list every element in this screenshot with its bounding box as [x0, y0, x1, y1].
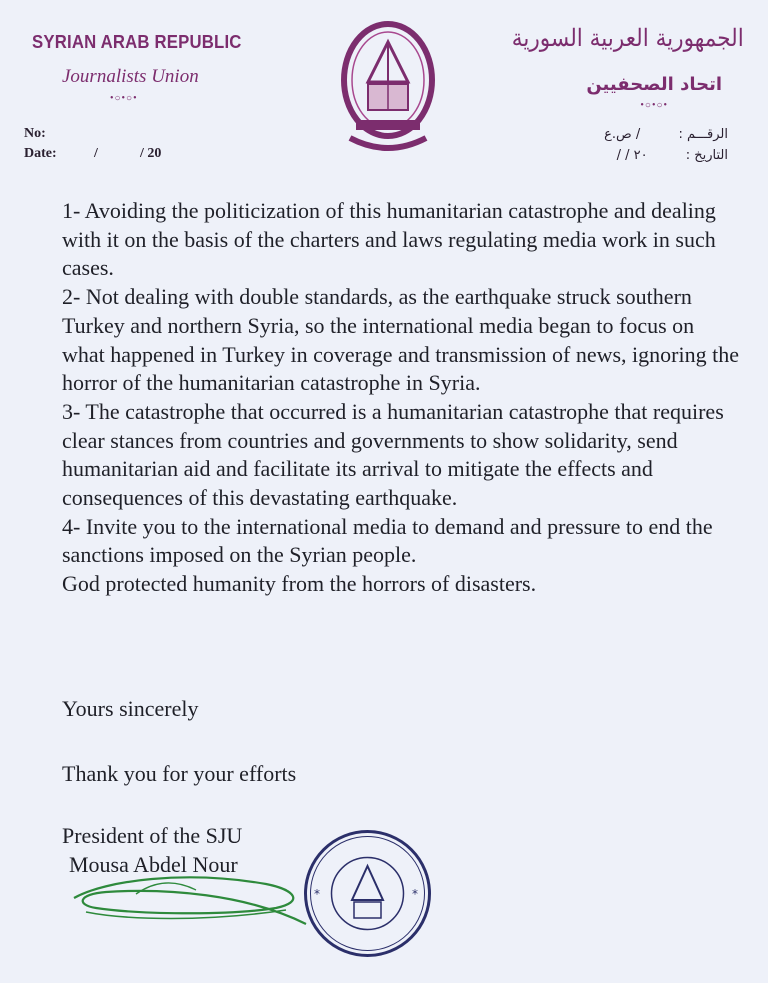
date-label: Date:: [24, 146, 57, 161]
reference-fields-english: [24, 124, 224, 164]
arabic-date-value: ٢٠ / /: [616, 148, 648, 163]
union-emblem-icon: [338, 20, 438, 162]
point-2: 2- Not dealing with double standards, as the earthquake struck southern Turkey and northern Syria, so the international media began to focus on what happened in Turkey in coverage and transmission of news, ignoring the horror of the humanitarian catastrophe in Syria.: [62, 284, 739, 396]
svg-text:*: *: [314, 887, 320, 901]
letterhead-dots-right: •○•○•: [640, 100, 668, 111]
point-3: 3- The catastrophe that occurred is a humanitarian catastrophe that requires clear stances from countries and governments to show solidarity, send humanitarian aid and facilitate its arrival to mitigate the effects and consequences of this devastating earthquake.: [62, 398, 724, 511]
letterhead-arabic-title: الجمهورية العربية السورية: [512, 24, 744, 52]
date-separator-2: / 20: [140, 146, 162, 161]
point-4: 4- Invite you to the international media to demand and pressure to end the sanctions imposed on the Syrian people.: [62, 513, 713, 568]
letterhead-english-subtitle: Journalists Union: [62, 66, 199, 87]
closing-sincerely: Yours sincerely: [62, 696, 199, 721]
signatory-title: President of the SJU: [62, 823, 243, 848]
handwritten-signature-icon: [66, 850, 316, 940]
point-1: 1- Avoiding the politicization of this humanitarian catastrophe and dealing with it on the basis of the charters and laws regulating media work in such cases.: [62, 198, 716, 281]
letterhead-english-title: SYRIAN ARAB REPUBLIC: [32, 32, 242, 52]
number-label: No:: [24, 126, 46, 141]
signatory-name: Mousa Abdel Nour: [69, 852, 238, 877]
arabic-number-label: الرقـــم :: [678, 127, 728, 142]
arabic-number-value: / ص.ع: [604, 127, 641, 142]
arabic-date-label: التاريخ :: [685, 148, 728, 163]
date-separator-1: /: [94, 146, 98, 161]
closing-prayer: God protected humanity from the horrors of disasters.: [62, 571, 537, 597]
svg-text:*: *: [412, 887, 418, 901]
official-stamp-icon: [300, 826, 435, 961]
letterhead: [0, 0, 768, 180]
reference-fields-arabic: [604, 124, 728, 166]
letterhead-arabic-subtitle: اتحاد الصحفيين: [586, 74, 722, 95]
letterhead-dots-left: •○•○•: [110, 93, 138, 104]
letter-body: [62, 197, 742, 599]
closing-thanks: Thank you for your efforts: [62, 761, 297, 786]
